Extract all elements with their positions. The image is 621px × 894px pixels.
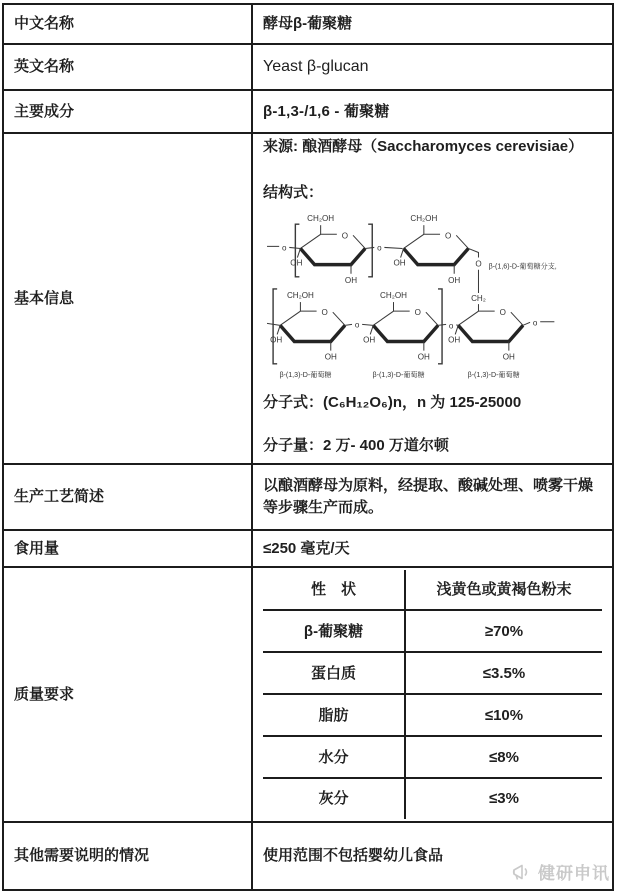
main-component-label: 主要成分 (3, 90, 252, 133)
table-row (3, 4, 613, 44)
spec-table (2, 3, 614, 891)
unit-label: β-(1,3)-D-葡萄糖 (372, 370, 425, 379)
table-row (3, 464, 613, 530)
megaphone-icon (511, 862, 533, 882)
ch2-label: CH₂ (471, 293, 486, 303)
watermark-text: 健研申讯 (538, 864, 610, 883)
branch-oxygen-label: O (475, 259, 482, 269)
source-line: 来源: 酿酒酵母（Saccharomyces cerevisiae） (263, 138, 584, 155)
spec-value: ≥70% (405, 610, 602, 652)
spec-item: 灰分 (263, 778, 405, 819)
glycosidic-o-label: o (281, 242, 287, 252)
basic-info-cell (234, 133, 613, 464)
quality-cell (252, 567, 613, 822)
english-name-value: Yeast β-glucan (252, 44, 613, 90)
process-label: 生产工艺简述 (3, 464, 252, 530)
other-notes-label: 其他需要说明的情况 (3, 822, 252, 890)
spec-item: 蛋白质 (263, 652, 405, 694)
quality-spec-row (263, 778, 602, 819)
spec-value: ≤3.5% (405, 652, 602, 694)
glucan-structure-diagram: O OH OH o CH₂OH o CH₂OH O CH₂ β-(1,6)-D-葡萄糖分支, CH₂OH o CH₂OH o o β-(1,3)-D-葡萄糖 β-(1,3)-D-葡萄糖 β-(1,3)-D-葡萄糖 (234, 206, 557, 379)
ch2oh-label: CH₂OH (380, 290, 407, 300)
main-component-value: β-1,3-/1,6 - 葡聚糖 (252, 90, 613, 133)
table-row (3, 530, 613, 567)
glycosidic-o-label: o (377, 242, 382, 252)
spec-item: 脂肪 (263, 694, 405, 736)
spec-value: ≤3% (405, 778, 602, 819)
unit-label: β-(1,3)-D-葡萄糖 (279, 370, 332, 379)
watermark-logo (511, 859, 610, 884)
quality-spec-row (263, 610, 602, 652)
glycosidic-o-label: o (448, 320, 454, 330)
ch2oh-label: CH₂OH (286, 290, 314, 300)
molecular-mass-line: 分子量：2 万- 400 万道尔顿 (263, 437, 449, 455)
other-notes-value: 使用范围不包括婴幼儿食品 (252, 822, 613, 890)
structure-caption: 结构式： (263, 183, 324, 201)
basic-info-label: 基本信息 (3, 133, 252, 464)
quality-specs-table (263, 570, 602, 819)
spec-value: ≤10% (405, 694, 602, 736)
quality-spec-row (263, 570, 602, 610)
table-row (3, 567, 613, 822)
quality-spec-row (263, 652, 602, 694)
quality-label: 质量要求 (3, 567, 252, 822)
table-row (3, 90, 613, 133)
unit-label: β-(1,3)-D-葡萄糖 (467, 370, 520, 379)
table-row (3, 44, 613, 90)
chinese-name-label: 中文名称 (3, 4, 252, 44)
spec-item: β-葡聚糖 (263, 610, 405, 652)
dosage-value: ≤250 毫克/天 (252, 530, 613, 567)
spec-item: 性 状 (263, 570, 405, 610)
english-name-label: 英文名称 (3, 44, 252, 90)
quality-spec-row (263, 736, 602, 778)
spec-item: 水分 (263, 736, 405, 778)
molecular-formula-line: 分子式：(C₆H₁₂O₆)n，n 为 125-25000 (263, 393, 522, 411)
ch2oh-label: CH₂OH (307, 213, 335, 223)
table-row (3, 133, 613, 464)
spec-value: ≤8% (405, 736, 602, 778)
process-value: 以酿酒酵母为原料，经提取、酸碱处理、喷雾干燥等步骤生产而成。 (252, 464, 613, 530)
branch-annotation: β-(1,6)-D-葡萄糖分支, (488, 262, 557, 271)
spec-value: 浅黄色或黄褐色粉末 (405, 570, 602, 610)
quality-spec-row (263, 694, 602, 736)
dosage-label: 食用量 (3, 530, 252, 567)
glycosidic-o-label: o (532, 317, 538, 327)
ch2oh-label: CH₂OH (410, 213, 438, 223)
chinese-name-value: 酵母β-葡聚糖 (252, 4, 613, 44)
glycosidic-o-label: o (354, 319, 360, 329)
